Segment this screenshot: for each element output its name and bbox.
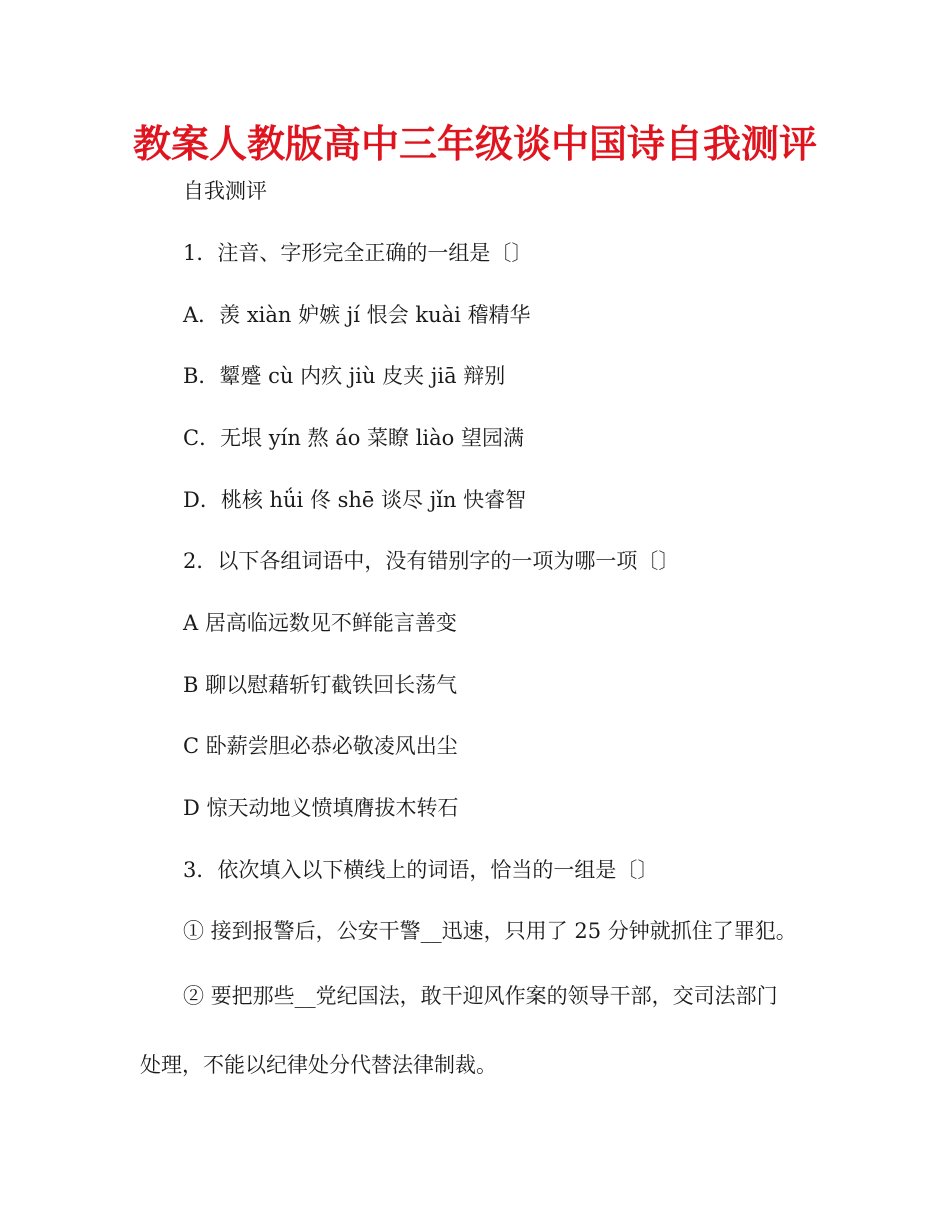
option-1d: D．桃核 hǘi 佟 shē 谈尽 jǐn 快睿智 xyxy=(183,488,527,512)
sentence-2-continued: 处理，不能以纪律处分代替法律制裁。 xyxy=(140,1053,497,1077)
question-2: 2．以下各组词语中，没有错别字的一项为哪一项〔〕 xyxy=(183,549,680,573)
sentence-1: ① 接到报警后，公安干警__迅速，只用了 25 分钟就抓住了罪犯。 xyxy=(183,919,797,943)
option-1c: C．无垠 yín 熬 áo 菜瞭 liào 望园满 xyxy=(183,426,524,450)
option-2c: C 卧薪尝胆必恭必敬凌风出尘 xyxy=(183,734,458,758)
question-3: 3．依次填入以下横线上的词语，恰当的一组是〔〕 xyxy=(183,858,659,882)
document-title: 教案人教版高中三年级谈中国诗自我测评 xyxy=(132,122,817,166)
option-1a: A．羡 xiàn 妒嫉 jí 恨会 kuài 稽精华 xyxy=(183,303,531,327)
section-heading: 自我测评 xyxy=(183,179,267,203)
question-1: 1．注音、字形完全正确的一组是〔〕 xyxy=(183,241,533,265)
sentence-2: ② 要把那些__党纪国法，敢干迎风作案的领导干部，交司法部门 xyxy=(183,984,778,1008)
option-1b: B．颦蹙 cù 内疚 jiù 皮夹 jiā 辩别 xyxy=(183,364,506,388)
option-2a: A 居高临远数见不鲜能言善变 xyxy=(183,611,457,635)
option-2d: D 惊天动地义愤填膺拔木转石 xyxy=(183,796,459,820)
option-2b: B 聊以慰藉斩钉截铁回长荡气 xyxy=(183,673,458,697)
